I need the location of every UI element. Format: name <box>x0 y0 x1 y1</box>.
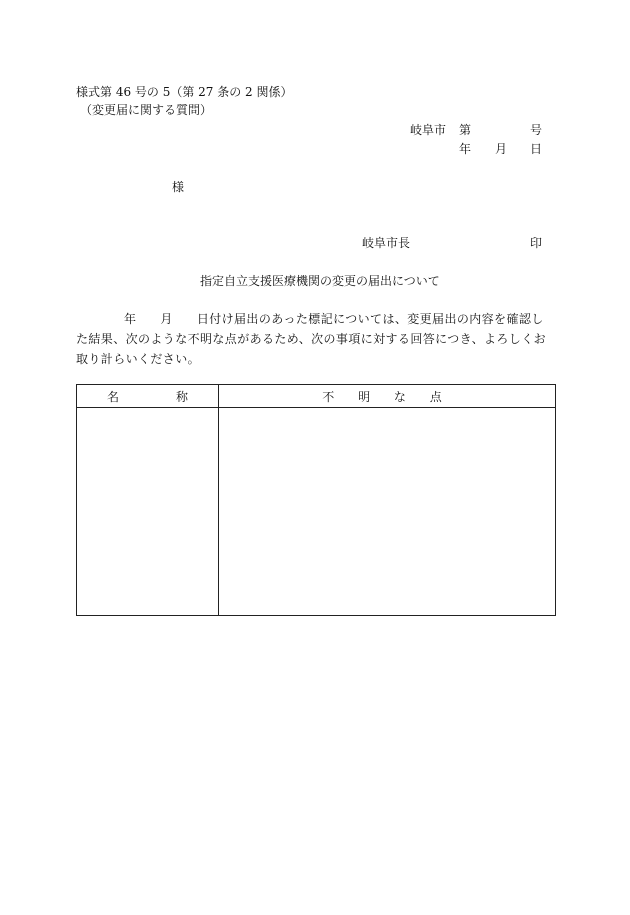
mayor-seal: 印 <box>530 236 543 250</box>
document-title: 指定自立支援医療機関の変更の届出について <box>200 274 440 288</box>
issuer-go: 号 <box>530 123 543 137</box>
column-header-unclear <box>219 385 556 408</box>
date-month: 月 <box>495 142 508 156</box>
name-cell[interactable] <box>77 408 219 616</box>
table-header-row <box>77 385 556 408</box>
mayor-title: 岐阜市長 <box>362 236 411 250</box>
body-text: 日付け届出のあった標記については、変更届出の内容を確認した結果、次のような不明な点があるため、次の事項に対する回答につき、よろしくお取り計らいください。 <box>76 312 547 366</box>
body-year: 年 <box>124 312 137 326</box>
column-header-name-1: 名 <box>107 389 120 404</box>
column-header-name-2: 称 <box>175 389 188 404</box>
table-row <box>77 408 556 616</box>
question-table <box>76 384 556 616</box>
unclear-cell[interactable] <box>219 408 556 616</box>
form-subtitle: （変更届に関する質問） <box>80 103 213 117</box>
body-paragraph <box>76 309 556 369</box>
date-year: 年 <box>459 142 472 156</box>
body-month: 月 <box>160 312 173 326</box>
date-day: 日 <box>530 142 543 156</box>
form-number: 様式第 46 号の 5（第 27 条の 2 関係） <box>76 85 293 99</box>
addressee-sama: 様 <box>172 180 185 194</box>
column-header-unclear-label: 不 明 な 点 <box>322 389 452 404</box>
column-header-name <box>77 385 219 408</box>
issuer-city: 岐阜市 <box>410 123 447 137</box>
issuer-dai: 第 <box>459 123 472 137</box>
